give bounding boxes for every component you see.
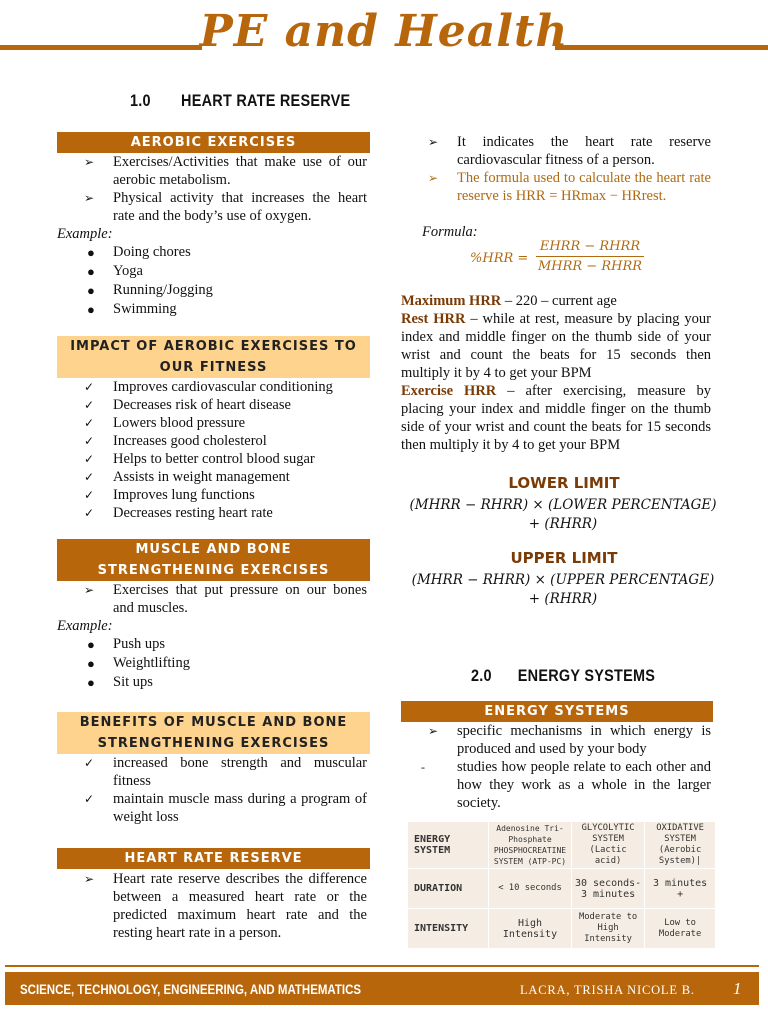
section-title: ENERGY SYSTEMS [517,666,656,685]
list-item: ➢ It indicates the heart rate reserve cardiovascular fitness of a person. [428,134,711,168]
list-item: ✓ Decreases risk of heart disease [84,397,291,413]
list-item: ● Swimming [87,301,177,317]
table-cell: 3 minutes + [645,869,716,909]
section-number: 2.0 [471,666,492,685]
arrow-bullet-icon: ➢ [428,171,439,185]
table-cell: 30 seconds-3 minutes [572,869,645,909]
dash-bullet-icon: - [421,760,425,774]
aerobic-heading: AEROBIC EXERCISES [57,132,370,153]
upper-limit-equation: (MHRR − RHRR) × (UPPER PERCENTAGE) + (RHRR) [411,572,715,607]
example-label: Example: [57,618,113,634]
list-item: ✓ increased bone strength and muscular fitness [84,755,367,789]
list-item: ✓ Assists in weight management [84,469,290,485]
impact-heading: IMPACT OF AEROBIC EXERCISES TO OUR FITNESS [57,336,370,378]
energy-heading: ENERGY SYSTEMS [401,701,713,722]
table-cell: High Intensity [489,909,572,949]
table-corner: ENERGY SYSTEM [408,822,489,869]
arrow-bullet-icon: ➢ [84,872,95,886]
check-icon: ✓ [84,434,95,448]
arrow-bullet-icon: ➢ [84,155,95,169]
section-number: 1.0 [130,91,151,110]
list-item: ➢ Exercises/Activities that make use of our aerobic metabolism. [84,154,367,188]
list-item: ✓ Increases good cholesterol [84,433,267,449]
page-title: PE and Health [199,6,569,57]
formula-denominator: MHRR − RHRR [537,259,643,274]
table-row [408,822,716,869]
energy-section [401,722,711,812]
table-header: GLYCOLYTIC SYSTEM (Lactic acid) [572,822,645,869]
formula-fraction [536,239,644,274]
hrr-heading: HEART RATE RESERVE [57,848,370,869]
bullet-dot-icon: ● [87,637,95,652]
check-icon: ✓ [84,756,95,770]
check-icon: ✓ [84,452,95,466]
table-cell: Moderate to High Intensity [572,909,645,949]
arrow-bullet-icon: ➢ [428,724,439,738]
hrr-definitions [401,292,711,454]
bullet-dot-icon: ● [87,245,95,260]
list-item: ➢ Physical activity that increases the heart rate and the body’s use of oxygen. [84,190,367,224]
list-item: ➢ Heart rate reserve describes the difference between a measured heart rate or the predicted maximum heart rate and the resting heart rate in a person. [84,871,367,941]
row-label: INTENSITY [408,909,489,949]
lower-limit-equation: (MHRR − RHRR) × (LOWER PERCENTAGE) + (RHRR) [409,497,717,532]
energy-systems-table [407,821,716,949]
upper-limit-title: UPPER LIMIT [510,549,618,567]
section-title: HEART RATE RESERVE [181,91,351,110]
bullet-dot-icon: ● [87,264,95,279]
list-item: ✓ Lowers blood pressure [84,415,246,431]
muscle-heading: MUSCLE AND BONE STRENGTHENING EXERCISES [57,539,370,581]
list-item: ● Yoga [87,263,143,279]
benefits-section [57,754,367,826]
impact-section [57,378,367,522]
table-header: Adenosine Tri-Phosphate PHOSPHOCREATINE SYSTEM (ATP-PC) [489,822,572,869]
list-item: ➢ The formula used to calculate the heart rate reserve is HRR = HRmax − HRrest. [428,170,711,204]
page-number: 1 [733,979,742,998]
bullet-dot-icon: ● [87,656,95,671]
aerobic-section [57,153,367,319]
table-cell: Low to Moderate [645,909,716,949]
muscle-section [57,581,367,692]
table-row [408,869,716,909]
check-icon: ✓ [84,792,95,806]
table-row [408,909,716,949]
hrr-info [401,133,711,205]
arrow-bullet-icon: ➢ [84,191,95,205]
list-item: ➢ Exercises that put pressure on our bones and muscles. [84,582,367,616]
list-item: - studies how people relate to each other and how they work as a whole in the larger society. [421,759,711,811]
arrow-bullet-icon: ➢ [84,583,95,597]
list-item: ✓ Decreases resting heart rate [84,505,273,521]
check-icon: ✓ [84,506,95,520]
check-icon: ✓ [84,398,95,412]
list-item: ● Running/Jogging [87,282,213,298]
footer-rule [5,965,759,967]
footer-author: LACRA, TRISHA NICOLE B. [520,983,695,997]
section-heading-1 [130,91,350,111]
def-rest-hrr: Rest HRR – while at rest, measure by placing your index and middle finger on the thumb side of your wrist and count the beats for 15 seconds then multiply it by 4 to get your BPM [401,311,712,381]
table-header: OXIDATIVE SYSTEM (Aerobic System)| [645,822,716,869]
formula-numerator: EHRR − RHRR [536,239,644,257]
check-icon: ✓ [84,380,95,394]
def-exercise-hrr: Exercise HRR – after exercising, measure by placing your index and middle finger on the thumb side of your wrist and count the beats for 15 seconds then multiply it by 4 to get your BPM [401,383,712,453]
footer-program: SCIENCE, TECHNOLOGY, ENGINEERING, AND MATHEMATICS [20,981,362,997]
formula-label: Formula: [422,224,478,240]
list-item: ✓ Helps to better control blood sugar [84,451,315,467]
list-item: ✓ Improves cardiovascular conditioning [84,379,333,395]
bullet-dot-icon: ● [87,283,95,298]
list-item: ➢ specific mechanisms in which energy is produced and used by your body [428,723,711,757]
bullet-dot-icon: ● [87,675,95,690]
list-item: ● Doing chores [87,244,191,260]
lower-limit-title: LOWER LIMIT [508,474,620,492]
benefits-heading: BENEFITS OF MUSCLE AND BONE STRENGTHENING EXERCISES [57,712,370,754]
check-icon: ✓ [84,488,95,502]
row-label: DURATION [408,869,489,909]
check-icon: ✓ [84,416,95,430]
check-icon: ✓ [84,470,95,484]
formula-lhs: %HRR = [470,251,529,266]
footer [5,972,759,1005]
def-max-hrr: Maximum HRR – 220 – current age [401,293,617,309]
table-cell: < 10 seconds [489,869,572,909]
bullet-dot-icon: ● [87,302,95,317]
example-label: Example: [57,226,113,242]
list-item: ✓ maintain muscle mass during a program of weight loss [84,791,367,825]
list-item: ● Sit ups [87,674,153,690]
list-item: ✓ Improves lung functions [84,487,255,503]
list-item: ● Weightlifting [87,655,190,671]
hrr-section [57,870,367,942]
list-item: ● Push ups [87,636,165,652]
arrow-bullet-icon: ➢ [428,135,439,149]
section-heading-2 [471,666,655,686]
